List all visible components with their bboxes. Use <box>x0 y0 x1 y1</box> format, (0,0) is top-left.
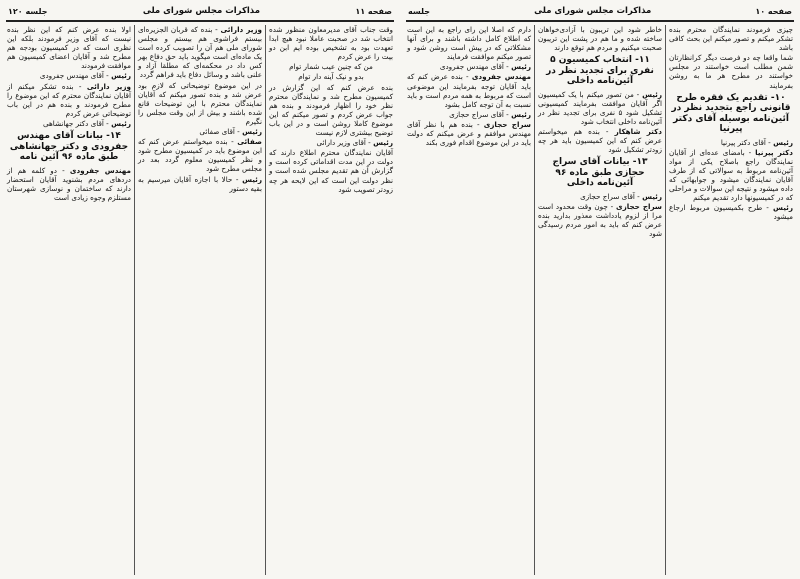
header-rule <box>6 20 394 22</box>
running-header <box>408 4 792 18</box>
paragraph: رئیس - آقای وزیر دارائی <box>316 138 393 148</box>
column-3 <box>4 25 134 575</box>
paragraph: چیزی فرمودند نمایندگان محترم بنده تشکر میکنم و تصور میکنم این بحث کافی باشد <box>669 25 793 53</box>
session-number: جلسه <box>408 6 431 16</box>
running-header <box>8 4 392 18</box>
right-page <box>400 0 800 579</box>
paragraph: خاطر شود این تریبون با آزادی‌خواهان ساخته شده و ما هم در پشت این تریبون صحبت میکنیم و مردم هم توقع دارند <box>538 25 662 53</box>
paragraph: شما واقعا چه دو فرصت دیگر کرانظارتان شمن مطلب است خواستند در مجلس خواستند در مطرح هر ما به روشن بفرمایند <box>669 53 793 90</box>
paragraph: رئیس - آقای دکتر جهانشاهی <box>42 118 131 128</box>
paragraph: صفائی - بنده میخواستم عرض کنم که این موضوع باید در کمیسیون مطرح شود و نظر کمیسیون معلوم گردد بعد در مجلس مطرح شود <box>138 137 262 174</box>
publication-title: مذاکرات مجلس شورای ملی <box>142 6 260 16</box>
paragraph: سراج حجازی - بنده هم با نظر آقای مهندس موافقم و عرض میکنم که دولت باید در این موضوع اقدام فوری بکند <box>407 119 531 148</box>
paragraph: اولا بنده عرض کنم که این نظر بنده نیست که آقای وزیر فرمودند بلکه این نظری است که در کمیسیون بودجه هم مطرح شد و آقایان اعضای کمیسیون هم موافقت فرمودند <box>7 25 131 71</box>
paragraph: رئیس - آقای دکتر پیرنیا <box>720 137 793 147</box>
verse-line: بدو و نیک آینه دار توام <box>298 72 364 82</box>
paragraph: دکتر شاهکار - بنده هم میخواستم عرض کنم که این کمیسیون باید هر چه زودتر تشکیل شود <box>538 127 662 155</box>
paragraph: وقت جناب آقای مدیرمعاون منظور شده انتخاب شد در صحبت عاملا نبود هیچ ابدا تعهدت بود به تشخیص بوده ایم ابن دو بیت را عرض کردم <box>269 25 393 62</box>
publication-title: مذاکرات مجلس شورای ملی <box>534 6 652 16</box>
paragraph: مهندس جفرودی - بنده عرض کنم که باید آقایان توجه بفرمایند این موضوعی است که مربوط به همه مردم است و باید نسبت به آن توجه کامل بشود <box>407 72 531 109</box>
header-rule <box>406 20 794 22</box>
columns <box>4 25 396 575</box>
column-1 <box>665 25 796 575</box>
paragraph: رئیس - آقای مهندس جفرودی <box>39 71 131 81</box>
paragraph: آقایان نمایندگان محترم اطلاع دارند که دولت در این مدت اقداماتی کرده است و گزارش آن هم تقدیم مجلس شده است و نظر دولت این است که این لایحه هر چه زودتر تصویب شود <box>269 148 393 194</box>
section-heading: ۱۰- تقدیم یک فقره طرح قانونی راجع بتجدید نظر در آئین‌نامه بوسیله آقای دکتر پیرنیا <box>671 92 791 135</box>
paragraph: دکتر پیرنیا - بامضای عده‌ای از آقایان نمایندگان راجع باصلاح یکی از مواد آئین‌نامه مربوط به سوالاتی که از طرف آقایان نمایندگان میشود و جوابهائی که داده میشود و نتیجه این سوالات و مراحلی که در کمیسیونها دارد تقدیم میکنم <box>669 147 793 203</box>
paragraph: رئیس - آقای صفائی <box>199 127 262 137</box>
section-heading: ۱۳- بیانات آقای سراج حجازی طبق ماده ۹۶ آئین‌نامه داخلی <box>552 157 648 189</box>
section-heading: ۱۴- بیانات آقای مهندس جفرودی و دکتر جهانشاهی طبق ماده ۹۶ آئین نامه <box>9 131 129 163</box>
paragraph: رئیس - حالا با اجازه آقایان میرسیم به بقیه دستور <box>138 174 262 193</box>
paragraph: دارم که اصلا این رای راجع به این است که اطلاع کامل داشته باشند و برای آنها مشکلاتی که در پیش است روشن شود و تصور میکنم موافقت فرمایند <box>407 25 531 62</box>
paragraph: وزیر دارائی - بنده تشکر میکنم از آقایان نمایندگان محترم که این موضوع را مطرح فرمودند و بنده هم در این باب توضیحاتی عرض کردم <box>7 81 131 118</box>
session-number: جلسه ۱۲۰ <box>8 6 48 16</box>
column-2 <box>134 25 265 575</box>
page-number: صفحه ۱۰ <box>755 6 792 16</box>
paragraph: رئیس - آقای سراج حجازی <box>580 191 662 201</box>
column-1 <box>265 25 396 575</box>
paragraph: وزیر دارائی - بنده که قربان الجزیره‌ای بیستم فراشوی هم بیستم و مجلس شورای ملی هم آن را تصویب کرده است یک ماده‌ای است میگوید باید حق دفاع بهر کس داد در محکمه‌ای که مطلقا آزاد و علنی باشد و وسائل دفاع باید فراهم گردد <box>138 25 262 80</box>
paragraph: رئیس - آقای سراج حجازی <box>449 109 531 119</box>
paragraph: بنده عرض کنم که این گزارش در کمیسیون مطرح شد و نمایندگان محترم نظر خود را اظهار فرمودند و بنده هم جواب عرض کردم و تصور میکنم که این موضوع کاملا روشن است و در این باب توضیح بیشتری لازم نیست <box>269 82 393 138</box>
page-number: صفحه ۱۱ <box>355 6 392 16</box>
paragraph: مهندس جفرودی - دو کلمه هم از دردهای مردم بشنوید آقایان استحضار دارند که ساختمان و نوسازی شهرستان مستلزم وجوه زیادی است <box>7 165 131 202</box>
paragraph: رئیس - آقای مهندس جفرودی <box>439 62 531 72</box>
column-2 <box>534 25 665 575</box>
column-3 <box>404 25 534 575</box>
paragraph: سراج حجازی - چون وقت محدود است مرا از لزوم یادداشت معذور بدارید بنده عرض کنم که باید به امور مردم رسیدگی شود <box>538 202 662 239</box>
paragraph: رئیس - طرح بکمیسیون مربوط ارجاع میشود <box>669 203 793 222</box>
section-heading: ۱۱- انتخاب کمیسیون ۵ نفری برای تجدید نظر در آئین‌نامه داخلی <box>546 55 654 87</box>
paragraph: در این موضوع توضیحاتی که لازم بود عرض شد و بنده تصور میکنم که آقایان نمایندگان محترم با این توضیحات قانع شده باشند و بیش از این وقت مجلس را نگیرم <box>138 80 262 126</box>
paragraph: رئیس - من تصور میکنم با یک کمیسیون اگر آقایان موافقت بفرمایند کمیسیونی تشکیل شود ۵ نفری برای تجدید نظر در آئین‌نامه داخلی انتخاب شود <box>538 89 662 127</box>
columns <box>404 25 796 575</box>
verse-line: من که چنین عیب شمار توام <box>289 62 373 72</box>
